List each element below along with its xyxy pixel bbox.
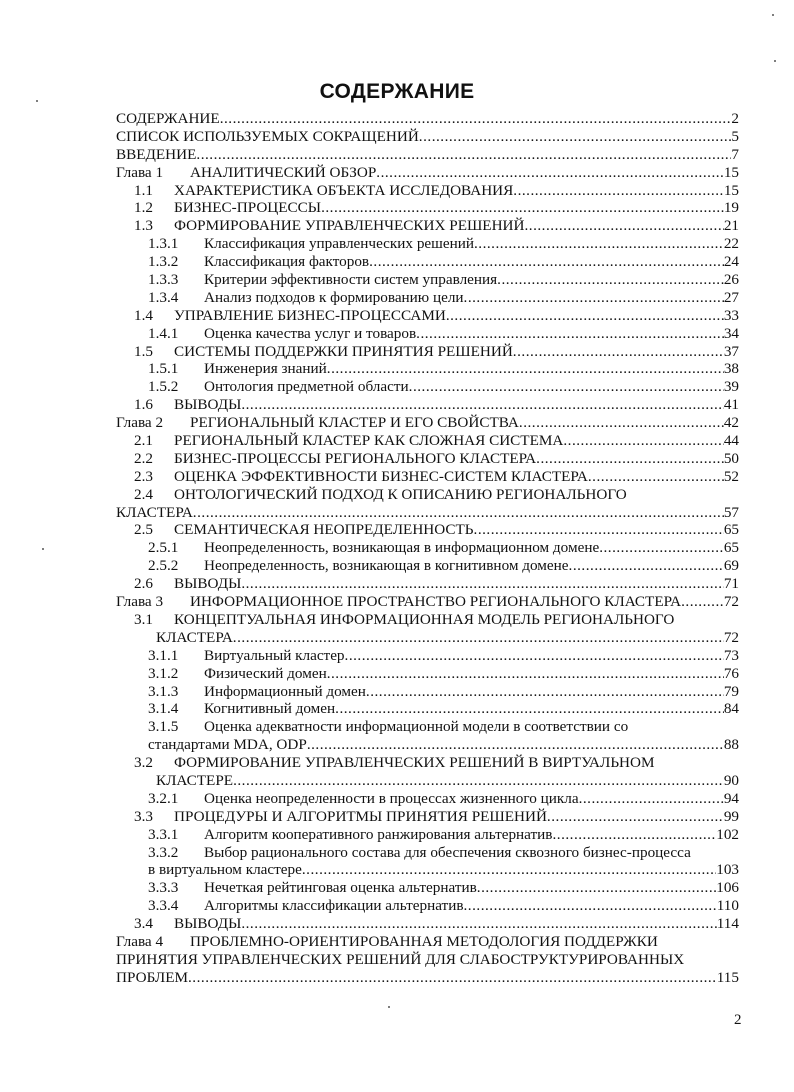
toc-entry[interactable] <box>116 575 739 593</box>
scan-speck <box>774 60 776 62</box>
toc-leader-dots <box>409 378 724 396</box>
toc-entry-title: Инженерия знаний <box>204 360 327 378</box>
toc-entry[interactable] <box>116 844 739 880</box>
toc-entry-number: 3.1.5 <box>148 718 179 736</box>
toc-leader-dots <box>416 325 724 343</box>
scan-speck <box>36 100 38 102</box>
toc-entry-number: 1.6 <box>134 396 153 414</box>
toc-leader-dots <box>220 110 732 128</box>
toc-entry-page: 65 <box>723 539 739 557</box>
toc-leader-dots <box>552 826 716 844</box>
toc-entry-page: 106 <box>716 879 739 897</box>
toc-entry-page: 34 <box>723 324 739 342</box>
toc-leader-dots <box>366 683 724 701</box>
toc-entry-number: 2.4 <box>134 485 153 503</box>
toc-entry-number: 1.5.1 <box>148 360 179 378</box>
toc-entry-title: Информационный домен <box>204 682 366 700</box>
toc-entry-page: 99 <box>723 807 739 825</box>
toc-leader-dots <box>569 557 724 575</box>
toc-entry-title-continued: КЛАСТЕРА <box>156 628 233 646</box>
toc-entry-title: Неопределенность, возникающая в когнитивном домене <box>204 557 569 575</box>
toc-entry-page: 103 <box>716 861 739 879</box>
toc-entry-title-continued: КЛАСТЕРЕ <box>156 771 234 789</box>
toc-entry[interactable] <box>116 432 739 450</box>
toc-entry-title: БИЗНЕС-ПРОЦЕССЫ <box>174 199 322 217</box>
toc-leader-dots <box>419 128 732 146</box>
toc-entry-page: 79 <box>723 682 739 700</box>
toc-leader-dots <box>477 879 716 897</box>
toc-entry[interactable] <box>116 182 739 200</box>
toc-entry-number: 3.1.1 <box>148 646 179 664</box>
toc-entry-page: 65 <box>723 521 739 539</box>
toc-entry-title: Когнитивный домен <box>204 700 336 718</box>
toc-entry-page: 52 <box>723 467 739 485</box>
toc-entry-number: 3.2.1 <box>148 789 179 807</box>
toc-leader-dots <box>302 861 716 879</box>
toc-entry-title: ФОРМИРОВАНИЕ УПРАВЛЕНЧЕСКИХ РЕШЕНИЙ <box>174 217 525 235</box>
toc-entry-title: Классификация факторов <box>204 253 370 271</box>
toc-entry-title: ПРОБЛЕМНО-ОРИЕНТИРОВАННАЯ МЕТОДОЛОГИЯ ПОДДЕРЖКИ <box>190 932 658 950</box>
toc-entry-title: КОНЦЕПТУАЛЬНАЯ ИНФОРМАЦИОННАЯ МОДЕЛЬ РЕГИОНАЛЬНОГО <box>174 610 675 628</box>
toc-entry-number: 2.6 <box>134 575 153 593</box>
toc-entry-number: Глава 3 <box>116 593 164 611</box>
toc-leader-dots <box>233 629 724 647</box>
toc-entry-number: 3.3.3 <box>148 879 179 897</box>
toc-entry-title: ПРОЦЕДУРЫ И АЛГОРИТМЫ ПРИНЯТИЯ РЕШЕНИЙ <box>174 807 547 825</box>
toc-entry-page: 90 <box>723 771 739 789</box>
page-title: СОДЕРЖАНИЕ <box>319 80 475 103</box>
toc-entry-title: РЕГИОНАЛЬНЫЙ КЛАСТЕР КАК СЛОЖНАЯ СИСТЕМА <box>174 432 564 450</box>
toc-entry-page: 69 <box>723 557 739 575</box>
toc-leader-dots <box>307 736 724 754</box>
toc-leader-dots <box>464 897 717 915</box>
toc-entry-number: 3.1.2 <box>148 664 179 682</box>
toc-entry[interactable] <box>116 396 739 414</box>
toc-entry[interactable] <box>116 360 739 378</box>
toc-entry-title: Физический домен <box>204 664 327 682</box>
toc-entry-title: СПИСОК ИСПОЛЬЗУЕМЫХ СОКРАЩЕНИЙ <box>116 127 419 145</box>
toc-entry-number: 1.3.1 <box>148 235 179 253</box>
toc-entry-title: РЕГИОНАЛЬНЫЙ КЛАСТЕР И ЕГО СВОЙСТВА <box>190 414 519 432</box>
toc-entry-page: 2 <box>731 110 739 127</box>
toc-entry-page: 26 <box>723 271 739 289</box>
toc-entry-title: Классификация управленческих решений <box>204 235 474 253</box>
toc-entry-number: 1.4 <box>134 306 153 324</box>
toc-entry-title: Оценка неопределенности в процессах жизненного цикла <box>204 789 579 807</box>
toc-entry-title: СЕМАНТИЧЕСКАЯ НЕОПРЕДЕЛЕННОСТЬ <box>174 521 474 539</box>
toc-leader-dots <box>588 468 724 486</box>
toc-entry-number: 2.5.2 <box>148 557 179 575</box>
toc-entry-title: АНАЛИТИЧЕСКИЙ ОБЗОР <box>190 163 377 181</box>
toc-leader-dots <box>345 647 724 665</box>
toc-leader-dots <box>474 521 724 539</box>
toc-entry[interactable] <box>116 146 739 164</box>
toc-entry-title: ОЦЕНКА ЭФФЕКТИВНОСТИ БИЗНЕС-СИСТЕМ КЛАСТЕРА <box>174 467 588 485</box>
toc-entry-number: 2.3 <box>134 467 153 485</box>
toc-entry-number: 1.3.2 <box>148 253 179 271</box>
toc-entry-page: 42 <box>723 414 739 432</box>
toc-entry[interactable] <box>116 128 739 146</box>
toc-entry-page: 71 <box>723 575 739 593</box>
toc-entry-title: ИНФОРМАЦИОННОЕ ПРОСТРАНСТВО РЕГИОНАЛЬНОГО КЛАСТЕРА <box>190 593 682 611</box>
toc-entry[interactable] <box>116 933 739 987</box>
toc-entry-page: 19 <box>723 199 739 217</box>
toc-entry[interactable] <box>116 879 739 897</box>
toc-entry-number: 3.3 <box>134 807 153 825</box>
toc-leader-dots <box>376 164 724 182</box>
toc-entry[interactable] <box>116 683 739 701</box>
toc-entry-page: 57 <box>723 503 739 521</box>
toc-leader-dots <box>193 504 724 522</box>
toc-entry-page: 114 <box>716 915 739 933</box>
toc-entry-page: 24 <box>723 253 739 271</box>
table-of-contents <box>116 110 739 987</box>
toc-entry-title-continued: ПРОБЛЕМ <box>116 968 188 986</box>
toc-entry-page: 15 <box>723 181 739 199</box>
toc-leader-dots <box>513 182 724 200</box>
toc-leader-dots <box>188 969 717 987</box>
toc-entry[interactable] <box>116 199 739 217</box>
toc-entry-number: 1.4.1 <box>148 324 179 342</box>
toc-entry-number: 3.3.4 <box>148 897 179 915</box>
toc-entry-number: 3.3.1 <box>148 825 179 843</box>
toc-entry-title: ВЫВОДЫ <box>174 915 242 933</box>
toc-entry-number: 1.5.2 <box>148 378 179 396</box>
toc-entry[interactable] <box>116 343 739 361</box>
toc-entry-title: УПРАВЛЕНИЕ БИЗНЕС-ПРОЦЕССАМИ <box>174 306 446 324</box>
toc-entry-page: 44 <box>723 432 739 450</box>
toc-entry[interactable] <box>116 486 739 522</box>
toc-entry-title: ВЫВОДЫ <box>174 575 242 593</box>
toc-entry-number: 2.1 <box>134 432 153 450</box>
toc-entry-number: 1.2 <box>134 199 153 217</box>
toc-leader-dots <box>241 396 723 414</box>
toc-entry-number: 3.1 <box>134 610 153 628</box>
toc-entry[interactable] <box>116 790 739 808</box>
toc-entry[interactable] <box>116 235 739 253</box>
toc-entry-page: 41 <box>723 396 739 414</box>
toc-entry[interactable] <box>116 647 739 665</box>
toc-entry-page: 94 <box>723 789 739 807</box>
toc-entry-title: ВЫВОДЫ <box>174 396 242 414</box>
toc-entry[interactable] <box>116 665 739 683</box>
toc-entry-number: 2.2 <box>134 449 153 467</box>
toc-entry[interactable] <box>116 611 739 647</box>
toc-entry[interactable] <box>116 271 739 289</box>
scan-speck <box>772 14 774 16</box>
toc-entry-number: 3.4 <box>134 915 153 933</box>
toc-entry-number: 3.1.3 <box>148 682 179 700</box>
toc-entry-title: ФОРМИРОВАНИЕ УПРАВЛЕНЧЕСКИХ РЕШЕНИЙ В ВИРТУАЛЬНОМ <box>174 754 655 772</box>
toc-entry-page: 88 <box>723 736 739 754</box>
toc-entry[interactable] <box>116 700 739 718</box>
toc-entry-page: 15 <box>723 163 739 181</box>
toc-entry-title-continued: в виртуальном кластере <box>148 861 302 879</box>
toc-entry[interactable] <box>116 307 739 325</box>
toc-entry-number: 3.1.4 <box>148 700 179 718</box>
toc-entry-title: БИЗНЕС-ПРОЦЕССЫ РЕГИОНАЛЬНОГО КЛАСТЕРА <box>174 449 537 467</box>
toc-entry-number: 3.2 <box>134 754 153 772</box>
toc-entry-title-continued: КЛАСТЕРА <box>116 503 193 521</box>
toc-entry-title: Неопределенность, возникающая в информационном домене <box>204 539 600 557</box>
toc-leader-dots <box>233 772 724 790</box>
toc-leader-dots <box>327 665 724 683</box>
toc-entry-page: 72 <box>723 593 739 611</box>
toc-entry-page: 102 <box>716 825 739 843</box>
toc-entry-title: ХАРАКТЕРИСТИКА ОБЪЕКТА ИССЛЕДОВАНИЯ <box>174 181 514 199</box>
toc-entry-page: 110 <box>716 897 739 915</box>
toc-entry-number: 2.5 <box>134 521 153 539</box>
toc-entry-title: ОНТОЛОГИЧЕСКИЙ ПОДХОД К ОПИСАНИЮ РЕГИОНАЛЬНОГО <box>174 485 627 503</box>
toc-entry-page: 50 <box>723 449 739 467</box>
toc-entry[interactable] <box>116 378 739 396</box>
toc-leader-dots <box>681 593 724 611</box>
toc-entry-title: Анализ подходов к формированию цели <box>204 288 464 306</box>
toc-entry-page: 7 <box>731 145 739 163</box>
toc-entry-title: Оценка адекватности информационной модели в соответствии со <box>204 718 629 736</box>
toc-leader-dots <box>464 289 724 307</box>
toc-leader-dots <box>474 235 724 253</box>
toc-entry-title: Онтология предметной области <box>204 378 409 396</box>
toc-leader-dots <box>369 253 724 271</box>
toc-entry-title-continued: стандартами MDA, ODP <box>148 736 307 754</box>
toc-entry[interactable] <box>116 450 739 468</box>
toc-entry[interactable] <box>116 217 739 235</box>
toc-entry[interactable] <box>116 325 739 343</box>
toc-entry-title: Выбор рационального состава для обеспечения сквозного бизнес-процесса <box>204 843 691 861</box>
toc-entry-number: 3.3.2 <box>148 843 179 861</box>
scan-speck <box>388 1006 390 1008</box>
toc-entry-number: 1.3.3 <box>148 271 179 289</box>
toc-leader-dots <box>519 414 724 432</box>
toc-entry-title: Алгоритмы классификации альтернатив <box>204 897 464 915</box>
toc-entry-number: 1.3.4 <box>148 288 179 306</box>
toc-entry[interactable] <box>116 826 739 844</box>
toc-entry-title: Критерии эффективности систем управления <box>204 271 498 289</box>
toc-entry-title: Оценка качества услуг и товаров <box>204 324 417 342</box>
toc-entry-number: 1.3 <box>134 217 153 235</box>
toc-entry-title: СИСТЕМЫ ПОДДЕРЖКИ ПРИНЯТИЯ РЕШЕНИЙ <box>174 342 513 360</box>
toc-entry-title: Нечеткая рейтинговая оценка альтернатив <box>204 879 477 897</box>
toc-entry[interactable] <box>116 110 739 128</box>
toc-entry[interactable] <box>116 521 739 539</box>
toc-entry-number: Глава 1 <box>116 163 164 181</box>
toc-entry-page: 21 <box>723 217 739 235</box>
toc-entry-page: 39 <box>723 378 739 396</box>
toc-entry-page: 73 <box>723 646 739 664</box>
toc-leader-dots <box>497 271 724 289</box>
toc-entry[interactable] <box>116 897 739 915</box>
toc-leader-dots <box>536 450 724 468</box>
toc-entry-number: 2.5.1 <box>148 539 179 557</box>
toc-entry-number: Глава 4 <box>116 932 164 950</box>
toc-entry-page: 5 <box>731 127 739 145</box>
toc-entry[interactable] <box>116 593 739 611</box>
toc-entry-page: 33 <box>723 306 739 324</box>
toc-entry-number: Глава 2 <box>116 414 164 432</box>
toc-leader-dots <box>599 539 724 557</box>
toc-entry[interactable] <box>116 164 739 182</box>
toc-entry[interactable] <box>116 289 739 307</box>
toc-leader-dots <box>335 700 724 718</box>
toc-leader-dots <box>196 146 731 164</box>
toc-entry-title: СОДЕРЖАНИЕ <box>116 110 220 127</box>
toc-entry[interactable] <box>116 414 739 432</box>
toc-leader-dots <box>241 915 716 933</box>
toc-leader-dots <box>563 432 723 450</box>
toc-leader-dots <box>327 360 724 378</box>
toc-leader-dots <box>513 343 724 361</box>
toc-leader-dots <box>547 808 724 826</box>
toc-entry-page: 72 <box>723 628 739 646</box>
toc-entry-page: 84 <box>723 700 739 718</box>
toc-leader-dots <box>579 790 724 808</box>
toc-entry[interactable] <box>116 557 739 575</box>
toc-entry[interactable] <box>116 468 739 486</box>
toc-entry-number: 1.1 <box>134 181 153 199</box>
toc-leader-dots <box>524 217 723 235</box>
toc-entry[interactable] <box>116 915 739 933</box>
toc-entry-number: 1.5 <box>134 342 153 360</box>
toc-entry-title-continued: ПРИНЯТИЯ УПРАВЛЕНЧЕСКИХ РЕШЕНИЙ ДЛЯ СЛАБОСТРУКТУРИРОВАННЫХ <box>116 950 685 968</box>
scan-speck <box>42 548 44 550</box>
toc-entry[interactable] <box>116 718 739 754</box>
page-number: 2 <box>734 1012 742 1028</box>
toc-entry-page: 37 <box>723 342 739 360</box>
toc-entry-page: 115 <box>716 968 739 986</box>
toc-entry-title: Алгоритм кооперативного ранжирования альтернатив <box>204 825 553 843</box>
toc-entry-title: Виртуальный кластер <box>204 646 345 664</box>
toc-entry-page: 22 <box>723 235 739 253</box>
toc-leader-dots <box>241 575 723 593</box>
toc-entry-page: 27 <box>723 288 739 306</box>
toc-entry-title: ВВЕДЕНИЕ <box>116 145 197 163</box>
toc-entry[interactable] <box>116 539 739 557</box>
toc-entry[interactable] <box>116 253 739 271</box>
toc-leader-dots <box>321 199 724 217</box>
toc-entry[interactable] <box>116 808 739 826</box>
toc-entry[interactable] <box>116 754 739 790</box>
toc-entry-page: 76 <box>723 664 739 682</box>
toc-leader-dots <box>446 307 724 325</box>
toc-entry-page: 38 <box>723 360 739 378</box>
